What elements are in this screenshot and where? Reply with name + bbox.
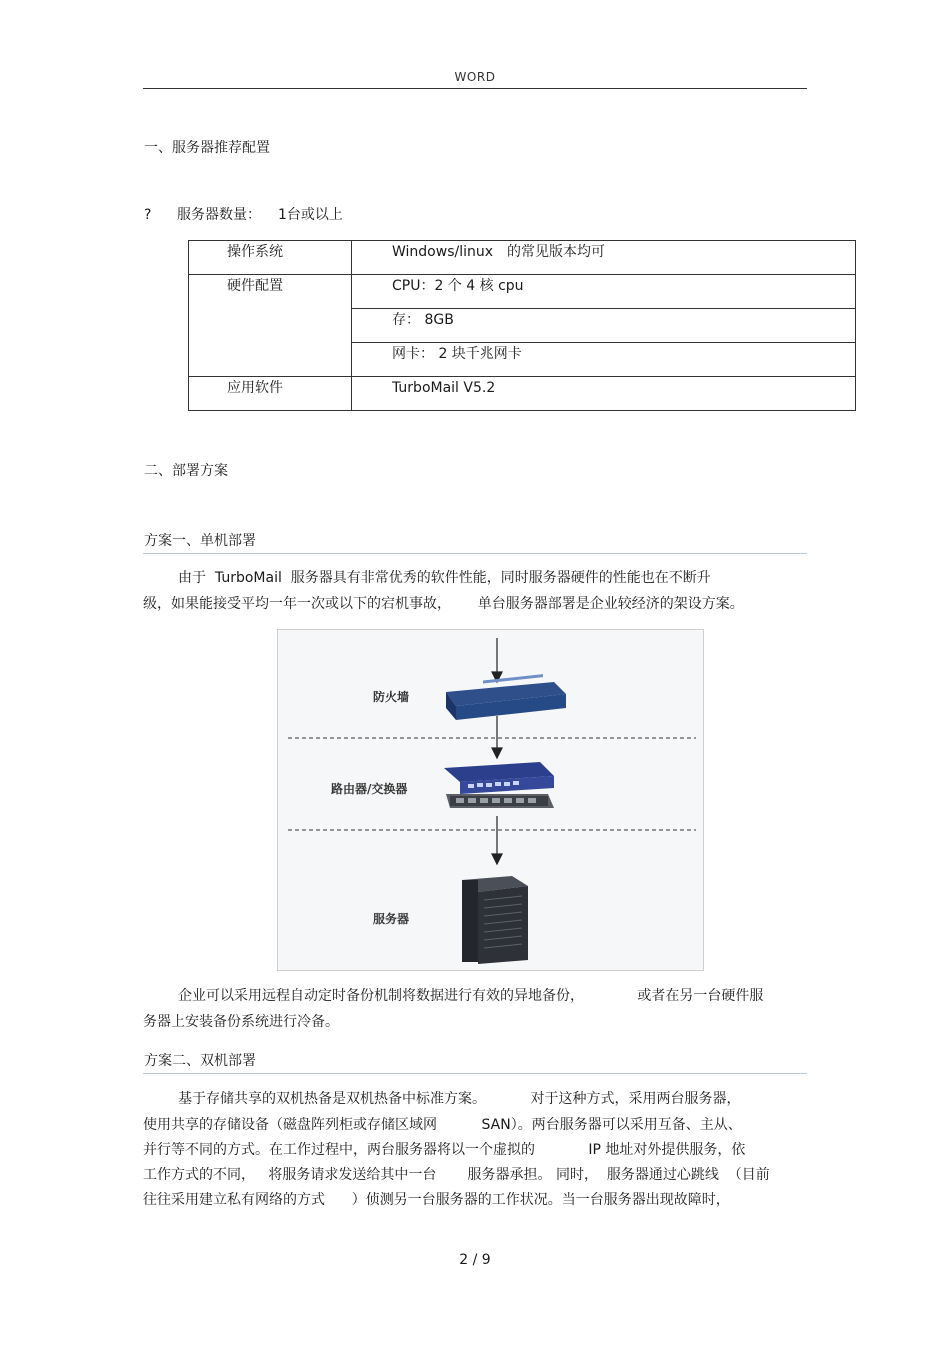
section2-heading: 二、部署方案 [144,463,228,479]
plan2-line4: 工作方式的不同， 将服务请求发送给其中一台 服务器承担。 同时， 服务器通过心跳线 （目前 [143,1167,770,1183]
firewall-icon [446,674,566,720]
plan2-line2: 使用共享的存储设备（磁盘阵列柜或存储区域网 SAN）。两台服务器可以采用互备、主从、 [143,1117,742,1133]
plan1-para1-line1: 由于 TurboMail 服务器具有非常优秀的软件性能，同时服务器硬件的性能也在不断升 [178,570,711,586]
table-cell [189,377,352,411]
app-label: 应用软件 [227,380,283,396]
table-cell [352,241,856,275]
table-cell [352,343,856,377]
table-cell [352,309,856,343]
plan2-line3: 并行等不同的方式。在工作过程中，两台服务器将以一个虚拟的 IP 地址对外提供服务，依 [143,1142,746,1158]
table-cell [352,377,856,411]
bullet-mark: ? [144,207,152,223]
server-config-table [188,240,856,411]
page-number: 2 / 9 [459,1252,491,1268]
plan1-para2-line1: 企业可以采用远程自动定时备份机制将数据进行有效的异地备份， 或者在另一台硬件服 [178,988,764,1004]
os-value: Windows/linux 的常见版本均可 [392,244,606,260]
plan1-para1-line2: 级，如果能接受平均一年一次或以下的宕机事故， 单台服务器部署是企业较经济的架设方案。 [143,596,744,612]
router-switch-icon [444,762,554,808]
table-cell [189,241,352,275]
page-header-title: WORD [454,70,496,84]
app-value: TurboMail V5.2 [392,380,496,396]
router-switch-label: 路由器/交换器 [331,782,408,796]
plan2-line1: 基于存储共享的双机热备是双机热备中标准方案。 对于这种方式，采用两台服务器， [178,1091,741,1107]
deployment-diagram-svg [278,630,703,970]
plan1-para2-line2: 务器上安装备份系统进行冷备。 [143,1014,339,1030]
hardware-cpu: CPU：2 个 4 核 cpu [392,278,524,294]
server-tower-icon [462,876,528,964]
table-cell [352,275,856,309]
firewall-label: 防火墙 [373,690,410,704]
table-row [189,377,856,411]
plan2-line5: 往往采用建立私有网络的方式 ）侦测另一台服务器的工作状况。当一台服务器出现故障时， [143,1192,730,1208]
table-cell [189,275,352,377]
server-count-label: 服务器数量： [177,207,261,223]
hardware-nic: 网卡： 2 块千兆网卡 [392,346,522,362]
header-rule [143,88,807,89]
plan2-title: 方案二、双机部署 [144,1053,256,1069]
section1-heading: 一、服务器推荐配置 [144,140,270,156]
plan1-title: 方案一、单机部署 [144,533,256,549]
server-count-value: 1台或以上 [278,207,343,223]
server-label: 服务器 [373,912,410,926]
table-row [189,275,856,309]
hardware-memory: 存： 8GB [392,312,454,328]
plan2-title-rule [143,1073,807,1074]
deployment-diagram [277,629,704,971]
table-row [189,241,856,275]
os-label: 操作系统 [227,244,283,260]
hardware-label: 硬件配置 [227,278,283,294]
plan1-title-rule [143,553,807,554]
